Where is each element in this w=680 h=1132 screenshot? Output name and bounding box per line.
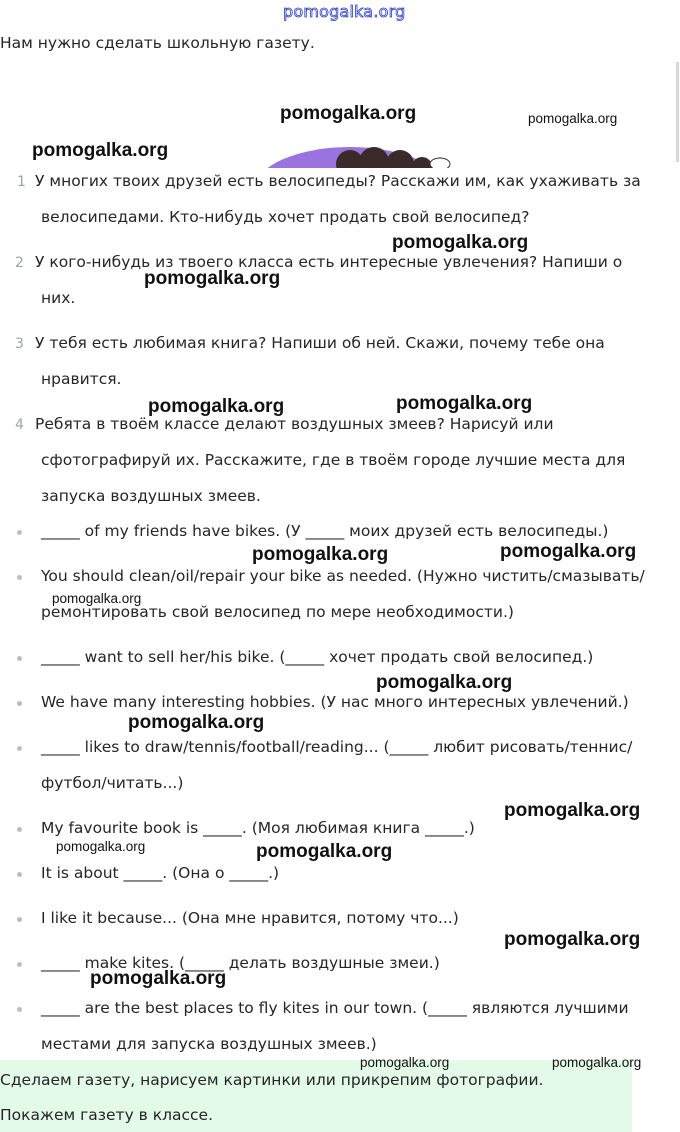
watermark: pomogalka.org	[500, 541, 637, 562]
question-number: 1	[17, 174, 26, 190]
watermark: pomogalka.org	[128, 712, 265, 733]
watermark: pomogalka.org	[56, 839, 146, 854]
bullet-dot	[17, 701, 22, 706]
phrase-line: _____ likes to draw/tennis/football/reading... (_____ любит рисовать/теннис/	[41, 738, 633, 756]
question-number: 2	[15, 255, 24, 271]
bullet-dot	[17, 1007, 22, 1012]
question-line: них.	[41, 289, 76, 307]
watermark: pomogalka.org	[148, 396, 285, 417]
question-number: 3	[15, 336, 24, 352]
watermark: pomogalka.org	[144, 268, 281, 289]
question-number: 4	[15, 417, 24, 433]
intro-text: Нам нужно сделать школьную газету.	[0, 34, 315, 52]
phrase-line: _____ are the best places to fly kites in our town. (_____ являются лучшими	[41, 999, 629, 1017]
site-header-link[interactable]: pomogalka.org	[283, 2, 406, 21]
watermark: pomogalka.org	[392, 232, 529, 253]
scrollbar[interactable]	[676, 62, 679, 162]
bullet-dot	[17, 656, 22, 661]
question-line: У кого-нибудь из твоего класса есть интересные увлечения? Напиши о	[35, 253, 623, 271]
bullet-dot	[17, 872, 22, 877]
question-line: велосипедами. Кто-нибудь хочет продать свой велосипед?	[41, 208, 530, 226]
question-line: нравится.	[41, 370, 122, 388]
outro-line-1: Сделаем газету, нарисуем картинки или прикрепим фотографии.	[0, 1071, 544, 1089]
phrase-line: We have many interesting hobbies. (У нас много интересных увлечений.)	[41, 693, 629, 711]
watermark: pomogalka.org	[360, 1055, 450, 1070]
question-line: У многих твоих друзей есть велосипеды? Расскажи им, как ухаживать за	[35, 172, 641, 190]
illustration-image	[250, 144, 460, 168]
bullet-dot	[17, 962, 22, 967]
phrase-line: You should clean/oil/repair your bike as needed. (Нужно чистить/смазывать/	[41, 567, 645, 585]
watermark: pomogalka.org	[552, 1055, 642, 1070]
bullet-dot	[17, 575, 22, 580]
bullet-dot	[17, 827, 22, 832]
watermark: pomogalka.org	[504, 929, 641, 950]
phrase-line: ремонтировать свой велосипед по мере необходимости.)	[41, 603, 514, 621]
outro-line-2: Покажем газету в классе.	[0, 1106, 214, 1124]
bullet-dot	[17, 530, 22, 535]
watermark: pomogalka.org	[256, 841, 393, 862]
question-line: запуска воздушных змеев.	[41, 487, 261, 505]
phrase-line: It is about _____. (Она о _____.)	[41, 864, 280, 882]
bullet-dot	[17, 746, 22, 751]
watermark: pomogalka.org	[528, 111, 618, 126]
phrase-line: футбол/читать...)	[41, 774, 184, 792]
phrase-line: _____ of my friends have bikes. (У _____ моих друзей есть велосипеды.)	[41, 522, 609, 540]
phrase-line: местами для запуска воздушных змеев.)	[41, 1035, 377, 1053]
watermark: pomogalka.org	[90, 968, 227, 989]
watermark: pomogalka.org	[280, 103, 417, 124]
watermark: pomogalka.org	[376, 672, 513, 693]
illustration-svg	[250, 144, 460, 168]
phrase-line: I like it because... (Она мне нравится, потому что...)	[41, 909, 459, 927]
phrase-line: _____ want to sell her/his bike. (_____ хочет продать свой велосипед.)	[41, 648, 594, 666]
question-line: сфотографируй их. Расскажите, где в твоём городе лучшие места для	[41, 451, 626, 469]
watermark: pomogalka.org	[32, 140, 169, 161]
phrase-line: My favourite book is _____. (Моя любимая книга _____.)	[41, 819, 475, 837]
question-line: У тебя есть любимая книга? Напиши об ней. Скажи, почему тебе она	[35, 334, 605, 352]
watermark: pomogalka.org	[252, 544, 389, 565]
bullet-dot	[17, 917, 22, 922]
illustration-detail	[430, 158, 450, 168]
watermark: pomogalka.org	[52, 591, 142, 606]
watermark: pomogalka.org	[504, 800, 641, 821]
watermark: pomogalka.org	[396, 393, 533, 414]
phrase-line: _____ make kites. (_____ делать воздушные змеи.)	[41, 954, 440, 972]
question-line: Ребята в твоём классе делают воздушных змеев? Нарисуй или	[35, 415, 554, 433]
